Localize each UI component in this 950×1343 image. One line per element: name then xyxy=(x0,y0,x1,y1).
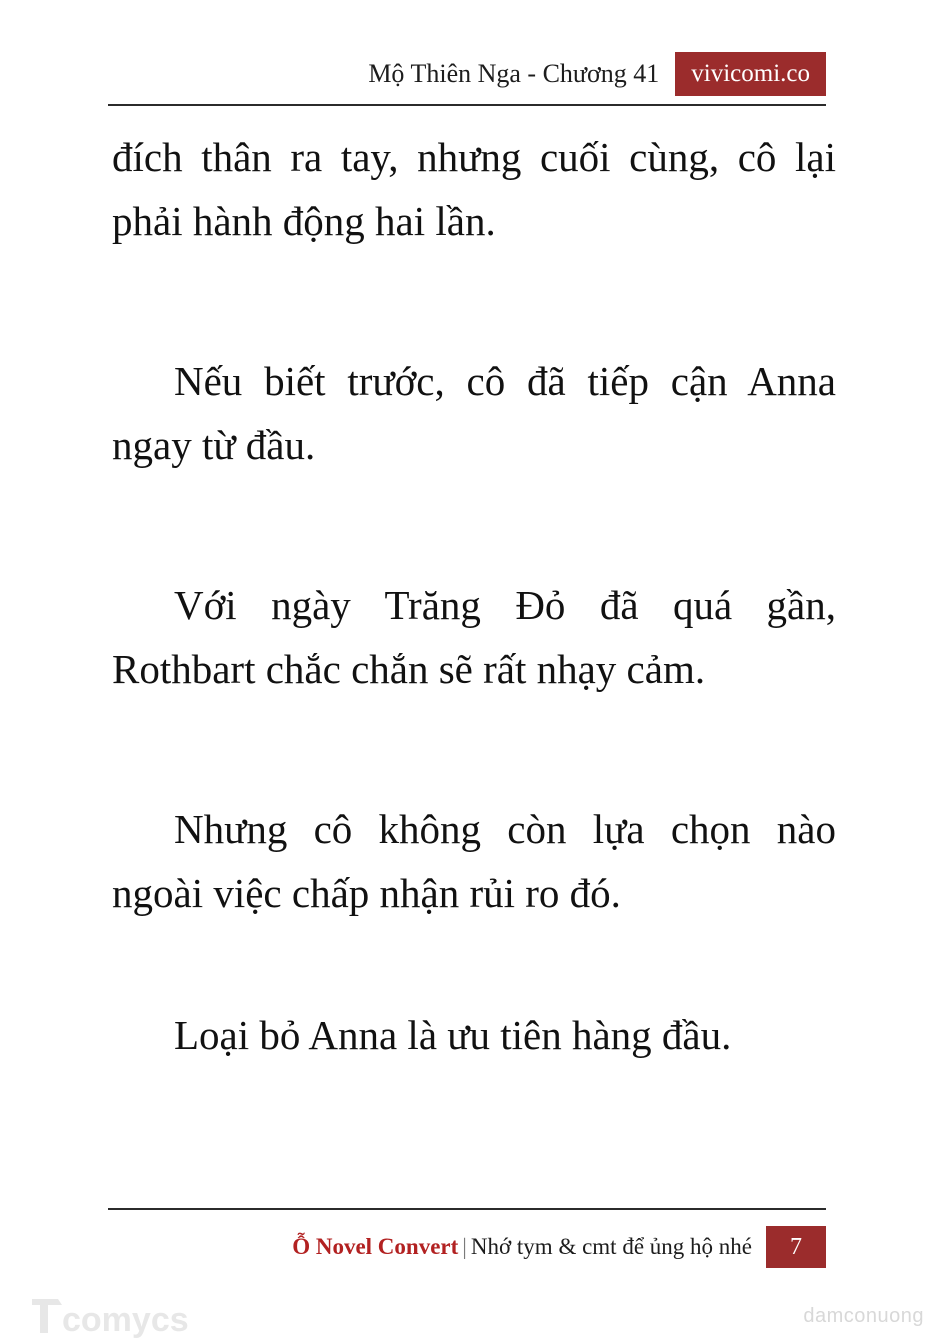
page-number: 7 xyxy=(766,1226,826,1268)
footer-divider xyxy=(108,1208,826,1210)
footer-note: Nhớ tym & cmt để ủng hộ nhé xyxy=(470,1234,752,1259)
svg-text:comycs: comycs xyxy=(62,1301,189,1339)
damconuong-watermark: damconuong xyxy=(803,1305,924,1327)
paragraph: Với ngày Trăng Đỏ đã quá gần, Rothbart chắc chắn sẽ rất nhạy cảm. xyxy=(112,582,836,692)
chapter-body xyxy=(112,125,836,1067)
paragraph: Nếu biết trước, cô đã tiếp cận Anna ngay từ đầu. xyxy=(112,358,836,468)
site-badge: vivicomi.co xyxy=(675,52,826,96)
footer-content xyxy=(108,1226,826,1268)
paragraph: đích thân ra tay, nhưng cuối cùng, cô lại phải hành động hai lần. xyxy=(112,134,836,244)
header-content xyxy=(368,52,826,96)
header-divider xyxy=(108,104,826,106)
footer-note-group xyxy=(292,1226,766,1268)
paragraph: Loại bỏ Anna là ưu tiên hàng đầu. xyxy=(174,1012,732,1058)
footer-separator: | xyxy=(462,1234,467,1259)
chapter-title: Mộ Thiên Nga - Chương 41 xyxy=(368,59,660,88)
vcomycs-logo-watermark xyxy=(28,1292,208,1340)
footer-brand: Ỗ Novel Convert xyxy=(292,1234,459,1259)
paragraph: Nhưng cô không còn lựa chọn nào ngoài việc chấp nhận rủi ro đó. xyxy=(112,806,836,916)
page-header xyxy=(108,52,826,104)
